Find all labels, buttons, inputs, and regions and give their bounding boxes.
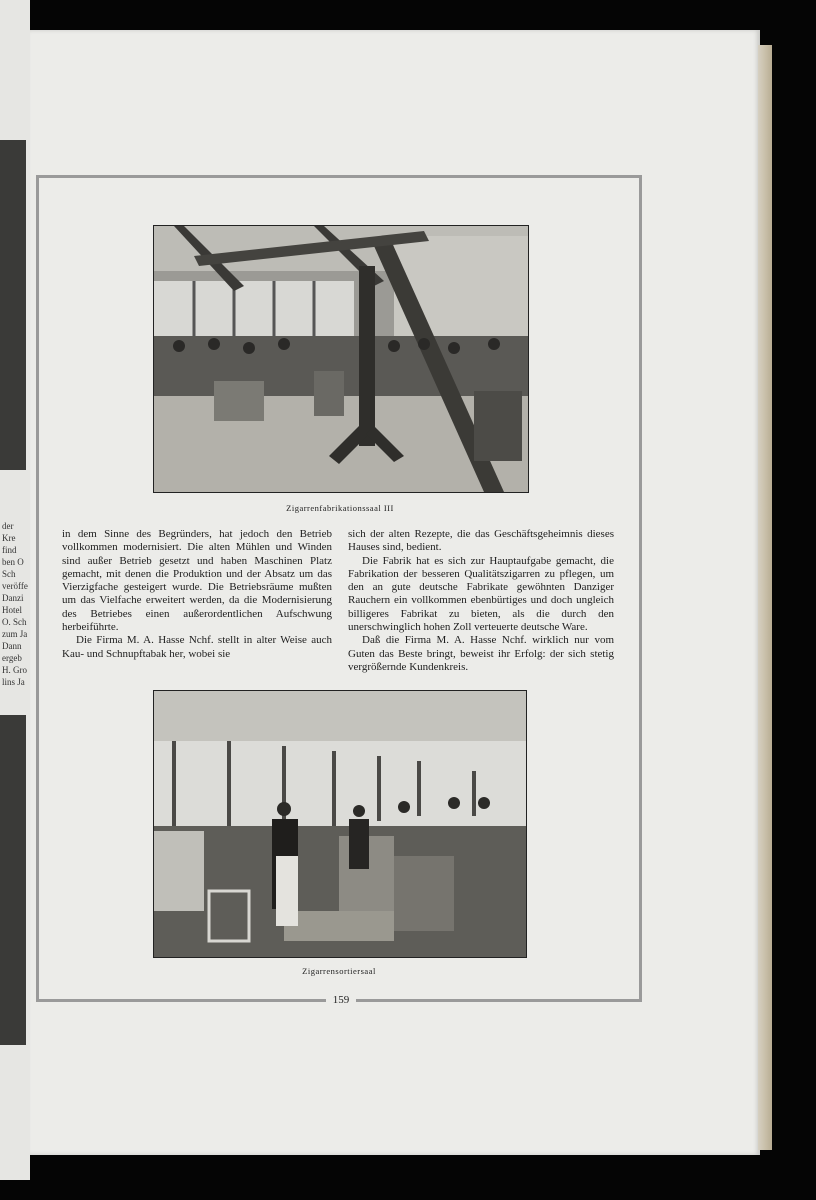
page-stack-edge: [758, 45, 772, 1150]
left-paragraph: in dem Sinne des Begründers, hat jedoch den Betrieb vollkommen modernisiert. Die alten Mühlen und Winden sind außer Betrieb gesetzt und haben Maschinen Platz gemacht, mit denen die Produktion und der Absatz um das Vierzigfache gesteigert wurde. Die Betriebsräume mußten um das Vielfache erweitert werden, da die Modernisierung des Betriebes einen außerordentlichen Aufschwung herbeiführte.: [62, 528, 332, 634]
factory-hall-illustration: [154, 226, 528, 492]
left-page-photo-top: [0, 140, 26, 470]
left-paragraph: Die Firma M. A. Hasse Nchf. stellt in alter Weise auch Kau- und Schnupftabak her, wobei sie: [62, 634, 332, 660]
bottom-photo-caption: Zigarrensortiersaal: [302, 966, 376, 976]
page-number: 159: [326, 994, 356, 1006]
left-page-photo-bottom: [0, 715, 26, 1045]
top-photo-caption: Zigarrenfabrikationssaal III: [286, 503, 394, 513]
text-column-left: [62, 528, 332, 661]
right-paragraph: Die Fabrik hat es sich zur Hauptaufgabe gemacht, die Fabrikation der besseren Qualitätszigarren zu pflegen, um den an gute deutsche Fabrikate gewöhnten Danziger Rauchern ein vollkommen ebenbürtiges und doch ungleich billigeres Fabrikat zu bieten, als die durch den unerschwinglich hohen Zoll verteuerte deutsche Ware.: [348, 554, 614, 634]
left-page-text-fragment: der Kre find ben O Sch veröffe Danzi Hotel O. Sch zum Ja Dann ergeb H. Gro lins Ja: [2, 521, 28, 687]
sorting-room-photo: [153, 690, 527, 958]
right-paragraph: sich der alten Rezepte, die das Geschäftsgeheimnis dieses Hauses sind, bedient.: [348, 528, 614, 554]
right-paragraph: Daß die Firma M. A. Hasse Nchf. wirklich nur vom Guten das Beste bringt, beweist ihr Erfolg: der sich stetig vergrößernde Kundenkreis.: [348, 634, 614, 673]
factory-hall-photo: [153, 225, 529, 493]
text-column-right: [348, 528, 614, 674]
sorting-room-illustration: [154, 691, 526, 957]
